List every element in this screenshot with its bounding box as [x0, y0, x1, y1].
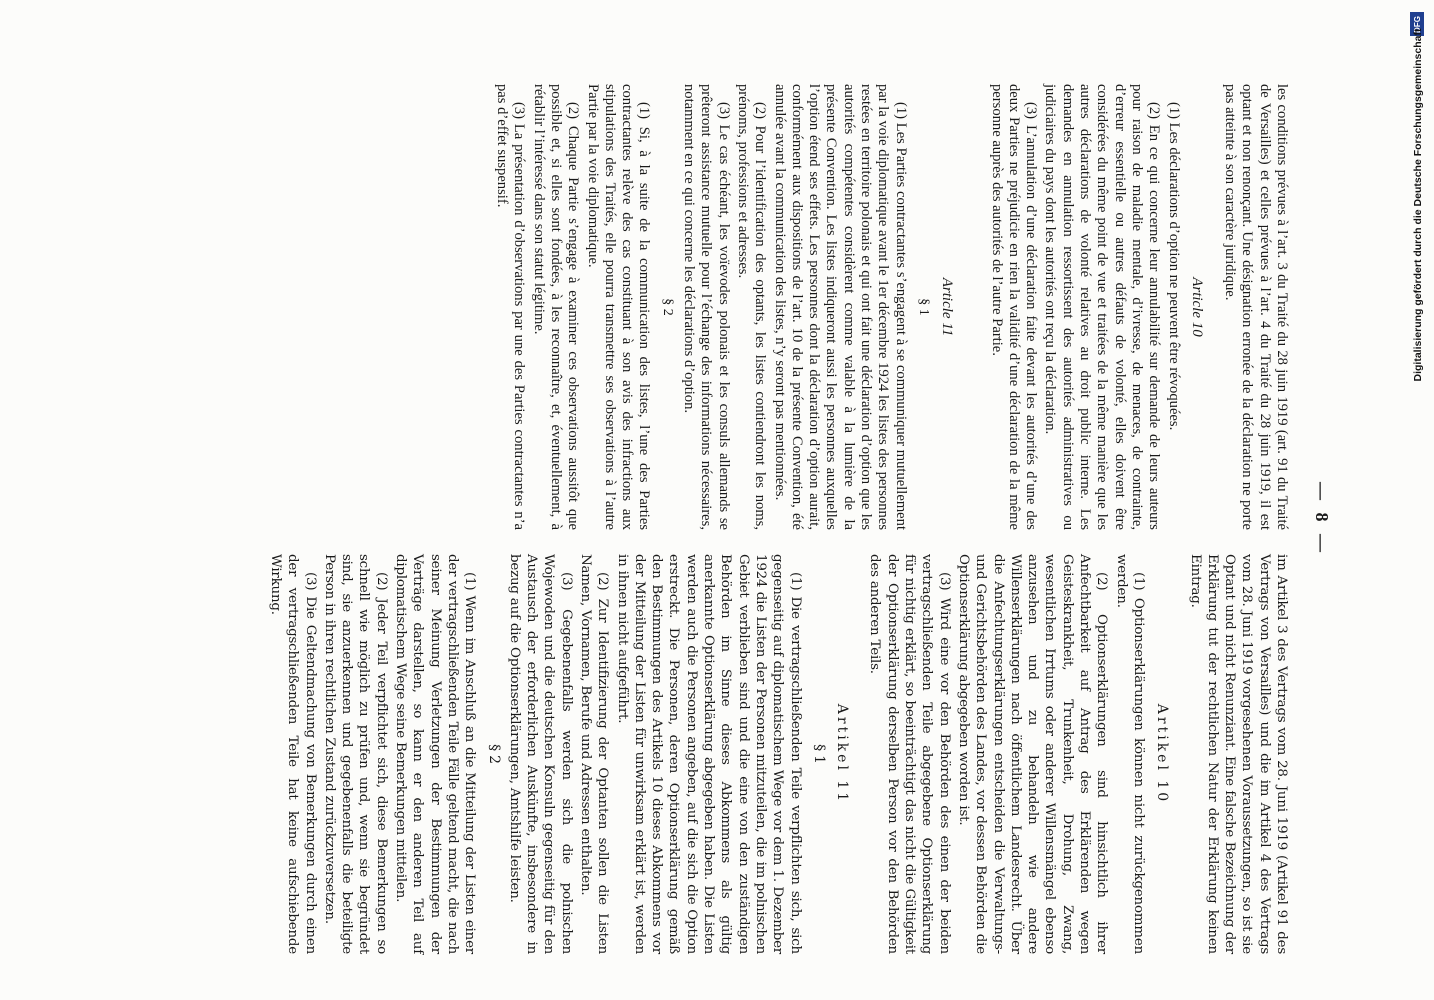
dfg-logo-icon: DFG — [1410, 12, 1424, 36]
fr-art10-paragraph-1: (1) Les déclarations d’option ne peuvent être révoquées. — [1165, 102, 1182, 431]
de-art11-section-1: § 1 — [810, 744, 827, 764]
de-art11-paragraph-5: (2) Jeder Teil verpflichtet sich, diese Bemerkungen so schnell wie möglich zu prüfen und, wenn sie begründet sind, sie anzuerkennen und gegebenenfalls die beteiligte Person in ihren rechtlichen Zustand zurückzuversetzen. — [321, 554, 389, 954]
fr-art11-paragraph-6: (3) La présentation d’observations par une des Parties contractantes n’a pas d’effet suspensif. — [494, 84, 528, 530]
fr-art11-section-1: § 1 — [915, 298, 931, 316]
de-art11-paragraph-1: (1) Die vertragschließenden Teile verpflichten sich, sich gegenseitig auf diplomatischem Wege vor dem 1. Dezember 1924 die Listen der Personen mitzuteilen, die im polnischen Gebiet verblieben sind und die eine von den zuständigen Behörden im Sinne dieses Abkommens als gültig anerkannte Optionserklärung abgegeben haben. Die Listen werden auch die Personen angeben, auf die sich die Option erstreckt. Die Personen, deren Optionserklärung gemäß den Bestimmungen des Artikels 10 dieses Abkommens vor der Mitteilung der Listen für unwirksam erklärt ist, werden in ihnen nicht aufgeführt. — [614, 554, 803, 954]
de-artikel-11-heading: Artikel 11 — [834, 703, 851, 805]
de-art11-paragraph-3: (3) Gegebenenfalls werden sich die polnischen Wojewoden und die deutschen Konsuln gegenseitig für den Austausch der erforderlichen Auskünfte, insbesondere in bezug auf die Optionserklärungen, Amtshilfe leisten. — [506, 554, 574, 954]
fr-art11-paragraph-1: (1) Les Parties contractantes s’engagent à se communiquer mutuellement par la voie diplomatique avant le 1er décembre 1924 les listes des personnes restées en territoire polonais et qui ont fait une déclaration d’option que les autorités compétentes considèrent comme valable à la lumière de la présente Convention. Les listes indiqueront aussi les personnes auxquelles l’option étend ses effets. Les personnes dont la déclaration d’option aurait, conformément aux dispositions de l’art. 10 de la présente Convention, été annulée avant la communication des listes, n’y seront pas mentionnées. — [771, 84, 909, 530]
fr-intro-paragraph: les conditions prévues à l’art. 3 du Traité du 28 juin 1919 (art. 91 du Traité de Versailles) et celles prévues à l’art. 4 du Traité du 28 juin 1919, il est optant et non renonçant. Une désignation erronée de la déclaration ne porte pas atteinte à son caractère juridique. — [1222, 84, 1290, 530]
de-art11-section-2: § 2 — [485, 744, 502, 764]
german-column — [265, 554, 1290, 954]
french-column — [491, 84, 1290, 530]
page-number: — 8 — — [1312, 482, 1332, 556]
fr-art10-paragraph-2: (2) En ce qui concerne leur annulabilité sur demande de leurs auteurs pour raison de maladie mentale, d’ivresse, de menaces, de contrainte, d’erreur essentielle ou autres défauts de volonté, elles doivent être considérées du même point de vue et traitées de la même manière que les autres déclarations de volonté relatives au droit public interne. Les demandes en annulation ressortissent des autorités administratives ou judiciaires du pays dont les autorités ont reçu la déclaration. — [1042, 84, 1163, 530]
fr-art11-section-2: § 2 — [659, 298, 675, 316]
de-art11-paragraph-2: (2) Zur Identifizierung der Optanten sollen die Listen Namen, Vornamen, Berufe und Adressen enthalten. — [578, 554, 611, 954]
credit-text: Digitalisierung gefördert durch die Deutsche Forschungsgemeinschaft — [1412, 28, 1424, 381]
de-art11-paragraph-4: (1) Wenn im Anschluß an die Mitteilung der Listen einer der vertragschließenden Teile Fälle geltend macht, die nach seiner Meinung Verletzungen der Bestimmungen der Verträge darstellen, so kann er den anderen Teil auf diplomatischem Wege seine Bemerkungen mitteilen. — [393, 554, 478, 954]
de-art11-paragraph-6: (3) Die Geltendmachung von Bemerkungen durch einen der vertragschließenden Teile hat keine aufschiebende Wirkung. — [267, 554, 318, 954]
fr-article-11-heading: Article 11 — [939, 277, 956, 337]
fr-art11-paragraph-2: (2) Pour l’identification des optants, les listes contiendront les noms, prénoms, professions et adresses. — [734, 84, 769, 530]
digitization-credit — [1406, 12, 1430, 397]
de-art10-paragraph-3: (3) Wird eine vor den Behörden des einen der beiden vertragschließenden Teile abgegebene Optionserklärung für nichtig erklärt, so beeinträchtigt das nicht die Gültigkeit der Optionserklärung derselben Person vor den Behörden des anderen Teils. — [867, 554, 952, 954]
de-artikel-10-heading: Artikel 10 — [1154, 703, 1171, 805]
fr-art11-paragraph-3: (3) Le cas échéant, les voïevodes polonais et les consuls allemands se prêteront assistance mutuelle pour l’échange des informations nécessaires, notamment en ce qui concerne les déclarations d’option. — [681, 84, 732, 530]
fr-art10-paragraph-3: (3) L’annulation d’une déclaration faite devant les autorités d’une des deux Parties ne préjudicie en rien la validité d’une déclaration de la même personne auprès des autorités de l’autre Partie. — [988, 84, 1040, 530]
de-intro-paragraph: im Artikel 3 des Vertrags vom 28. Juni 1919 (Artikel 91 des Vertrags von Versailles) und die im Artikel 4 des Vertrags vom 28. Juni 1919 vorgesehenen Voraussetzungen, so ist sie Optant und nicht Renunziant. Eine falsche Bezeichnung der Erklärung tut der rechtlichen Natur der Erklärung keinen Eintrag. — [1187, 554, 1289, 954]
fr-art11-paragraph-5: (2) Chaque Partie s’engage à examiner ces observations aussitôt que possible et, si elles sont fondées, à les reconnaître, et, éventuellement, à rétablir l’intéressé dans son statut légitime. — [530, 84, 582, 530]
de-art10-paragraph-1: (1) Optionserklärungen können nicht zurückgenommen werden. — [1113, 554, 1146, 954]
fr-art11-paragraph-4: (1) Si, à la suite de la communication des listes, l’une des Parties contractantes relève des cas constituant à son avis des infractions aux stipulations des Traités, elle pourra transmettre ses observations à l’autre Partie par la voie diplomatique. — [584, 84, 653, 530]
rotated-document-page — [160, 84, 1340, 954]
fr-article-10-heading: Article 10 — [1188, 277, 1205, 337]
de-art10-paragraph-2: (2) Optionserklärungen sind hinsichtlich ihrer Anfechtbarkeit auf Antrag des Erklärenden wegen Geisteskrankheit, Trunkenheit, Drohung, Zwang, wesentlichen Irrtums oder anderer Willensmängel ebenso anzusehen und zu behandeln wie andere Willenserklärungen nach öffentlichem Landesrecht. Über die Anfechtungserklärungen entscheiden die Verwaltungs- und Gerichtsbehörden des Landes, vor dessen Behörden die Optionserklärung abgegeben worden ist. — [955, 554, 1110, 954]
